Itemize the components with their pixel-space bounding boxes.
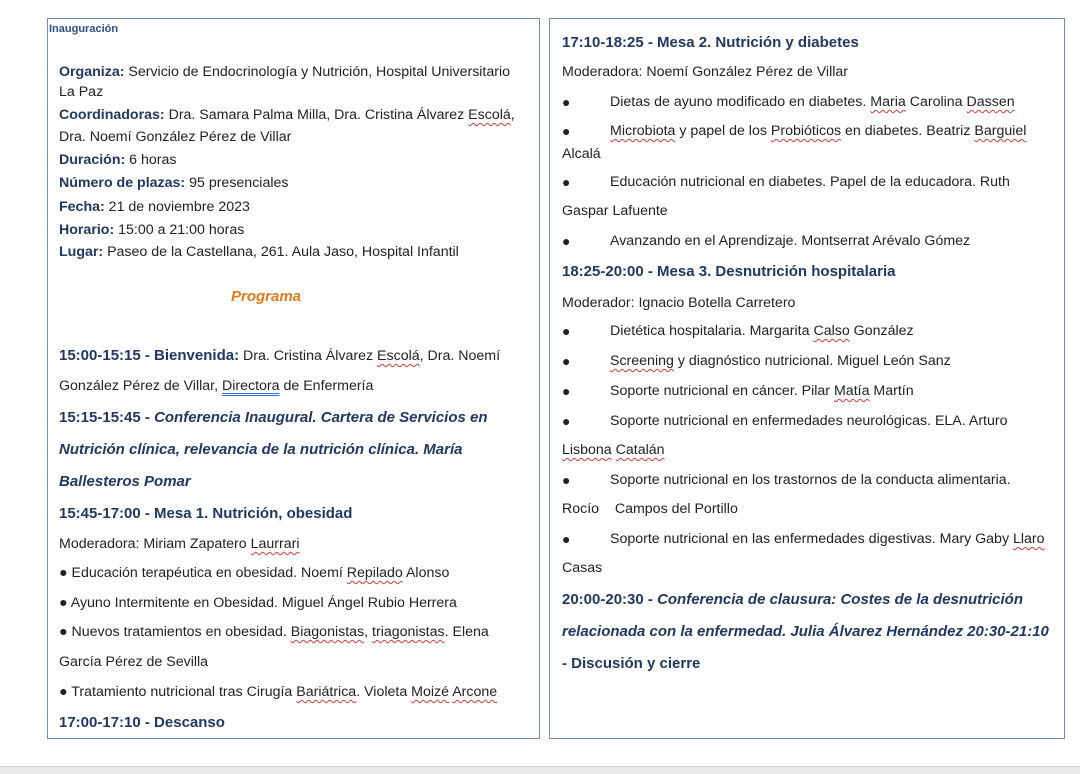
- organiza-line: [59, 63, 510, 81]
- bienvenida-directora: Directora: [221, 378, 280, 394]
- bullet-icon: ●: [59, 684, 68, 700]
- h1-b: Calso: [813, 323, 850, 339]
- mesa3-item-5-line-2: Rocío Campos del Portillo: [562, 501, 738, 517]
- clausura-title-2: relacionada con la enfermedad. Julia Álvarez Hernández 20:30-21:10: [562, 623, 1049, 640]
- descanso-title: 17:00-17:10 - Descanso: [59, 714, 225, 731]
- bullet-icon: ●: [562, 531, 571, 547]
- organiza-label: Organiza:: [59, 64, 125, 80]
- coordinadoras-line: [59, 106, 515, 124]
- mesa3-item-6: [610, 530, 1045, 548]
- lugar-label: Lugar:: [59, 244, 104, 260]
- item1-c: Alonso: [402, 565, 450, 581]
- bienvenida-line: [59, 346, 500, 365]
- lugar-line: [59, 243, 459, 261]
- clausura-time: 20:00-20:30 -: [562, 591, 658, 608]
- item3-b: Biagonistas: [290, 624, 365, 640]
- mesa3-item-6-line-2: Casas: [562, 560, 603, 576]
- duracion-label: Duración:: [59, 152, 126, 168]
- coordinadoras-escola: Escolá: [468, 107, 511, 123]
- conferencia-time: 15:15-15:45 -: [59, 409, 155, 426]
- d2-a: Microbiota: [610, 123, 676, 139]
- item1-b: Repilado: [346, 565, 403, 581]
- item2-text: Ayuno Intermitente en Obesidad. Miguel Ángel Rubio Herrera: [67, 595, 457, 611]
- bullet-icon: ●: [562, 174, 571, 190]
- conferencia-title-3: Ballesteros Pomar: [59, 473, 191, 490]
- clausura-title-3: - Discusión y cierre: [562, 655, 701, 672]
- h6-a: Soporte nutricional en las enfermedades digestivas. Mary Gaby: [610, 531, 1013, 547]
- coordinadoras-value: Dra. Samara Palma Milla, Dra. Cristina Álvarez: [164, 107, 469, 123]
- mesa1-mod-b: Laurrari: [250, 536, 300, 552]
- plazas-label: Número de plazas:: [59, 175, 186, 191]
- horario-value: 15:00 a 21:00 horas: [114, 222, 245, 238]
- programa-heading: Programa: [231, 288, 302, 305]
- organiza-line-2: La Paz: [59, 84, 104, 100]
- clausura-title-1: Conferencia de clausura: Costes de la desnutrición: [657, 591, 1023, 608]
- bullet-icon: ●: [59, 624, 68, 640]
- horario-label: Horario:: [59, 222, 115, 238]
- h3-a: Soporte nutricional en cáncer. Pilar: [610, 383, 834, 399]
- horario-line: [59, 221, 244, 239]
- bullet-icon: ●: [562, 383, 571, 399]
- conferencia-title-2: Nutrición clínica, relevancia de la nutrición clínica. María: [59, 441, 463, 458]
- bullet-icon: ●: [562, 413, 571, 429]
- h1-c: González: [849, 323, 914, 339]
- h3-c: Martín: [869, 383, 914, 399]
- item4-c: . Violeta: [356, 684, 412, 700]
- plazas-line: [59, 174, 288, 192]
- d2-d: en diabetes. Beatriz: [841, 123, 975, 139]
- bienvenida-line2-c: de Enfermería: [279, 378, 374, 394]
- d1-a: Dietas de ayuno modificado en diabetes.: [610, 94, 871, 110]
- d2-b: y papel de los: [675, 123, 771, 139]
- item3-d: triagonistas: [372, 624, 445, 640]
- mesa1-item-3: [59, 623, 489, 641]
- clausura-line-1: [562, 590, 1023, 609]
- d1-b: Maria: [870, 94, 906, 110]
- bullet-icon: ●: [562, 123, 571, 139]
- mesa2-item-3: Educación nutricional en diabetes. Papel de la educadora. Ruth: [610, 174, 1010, 190]
- bullet-icon: ●: [562, 233, 571, 249]
- item4-d: Moizé: [411, 684, 450, 700]
- h6-b: Llaro: [1012, 531, 1045, 547]
- bullet-icon: ●: [562, 472, 571, 488]
- mesa3-item-5: Soporte nutricional en los trastornos de la conducta alimentaria.: [610, 472, 1011, 488]
- d2-c: Probióticos: [770, 123, 842, 139]
- bullet-icon: ●: [562, 353, 571, 369]
- mesa1-item-2: [59, 594, 457, 612]
- h2-b: y diagnóstico nutricional. Miguel León Sanz: [673, 353, 951, 369]
- mesa1-item-1: [59, 564, 449, 582]
- h3-b: Matía: [833, 383, 870, 399]
- mesa2-item-2: [610, 122, 1026, 140]
- bienvenida-line2-a: González Pérez de Villar,: [59, 378, 222, 394]
- item3-e: . Elena: [444, 624, 489, 640]
- fecha-label: Fecha:: [59, 199, 105, 215]
- h2-a: Screening: [610, 353, 674, 369]
- h1-a: Dietética hospitalaria. Margarita: [610, 323, 814, 339]
- mesa3-title: 18:25-20:00 - Mesa 3. Desnutrición hospitalaria: [562, 263, 896, 280]
- mesa2-item-1: [610, 93, 1015, 111]
- fecha-line: [59, 198, 250, 216]
- d2-e: Barguiel: [974, 123, 1027, 139]
- d1-c: Carolina: [905, 94, 967, 110]
- organiza-value: Servicio de Endocrinología y Nutrición, Hospital Universitario: [124, 64, 511, 80]
- plazas-value: 95 presenciales: [185, 175, 289, 191]
- bienvenida-text-c: , Dra. Noemí: [419, 348, 501, 364]
- mesa2-item-4: Avanzando en el Aprendizaje. Montserrat Arévalo Gómez: [610, 233, 971, 249]
- h4-l2-c: Catalán: [615, 442, 665, 458]
- mesa2-moderadora: Moderadora: Noemí González Pérez de Villar: [562, 64, 848, 80]
- item4-f: Arcone: [452, 684, 498, 700]
- mesa1-moderadora: [59, 535, 300, 553]
- mesa3-item-3: [610, 382, 914, 400]
- d1-d: Dassen: [966, 94, 1015, 110]
- coordinadoras-line-2: Dra. Noemí González Pérez de Villar: [59, 129, 292, 145]
- coordinadoras-comma: ,: [510, 107, 515, 123]
- bienvenida-text-a: Dra. Cristina Álvarez: [239, 348, 378, 364]
- bienvenida-escola: Escolá: [377, 348, 420, 364]
- bullet-icon: ●: [59, 565, 68, 581]
- bullet-icon: ●: [59, 595, 68, 611]
- mesa2-item-3-line-2: Gaspar Lafuente: [562, 203, 668, 219]
- mesa3-item-2: [610, 352, 951, 370]
- item4-a: Tratamiento nutricional tras Cirugía: [67, 684, 297, 700]
- mesa2-title: 17:10-18:25 - Mesa 2. Nutrición y diabetes: [562, 34, 859, 51]
- h4-l2-a: Lisbona: [562, 442, 612, 458]
- section-title: Inauguración: [49, 23, 119, 35]
- bullet-icon: ●: [562, 323, 571, 339]
- bienvenida-line-2: [59, 377, 373, 395]
- mesa3-item-4-line-2: [562, 441, 665, 459]
- mesa2-item-2-line-2: Alcalá: [562, 146, 601, 162]
- item4-b: Bariátrica: [296, 684, 357, 700]
- conferencia-title-1: Conferencia Inaugural. Cartera de Servicios en: [154, 409, 488, 426]
- coordinadoras-label: Coordinadoras:: [59, 107, 165, 123]
- mesa3-moderador: Moderador: Ignacio Botella Carretero: [562, 295, 796, 311]
- mesa1-item-3-line-2: García Pérez de Sevilla: [59, 654, 209, 670]
- mesa3-item-4: Soporte nutricional en enfermedades neurológicas. ELA. Arturo: [610, 413, 1008, 429]
- mesa1-title: 15:45-17:00 - Mesa 1. Nutrición, obesidad: [59, 505, 353, 522]
- item3-a: Nuevos tratamientos en obesidad.: [67, 624, 291, 640]
- lugar-value: Paseo de la Castellana, 261. Aula Jaso, Hospital Infantil: [103, 244, 459, 260]
- mesa1-mod-a: Moderadora: Miriam Zapatero: [59, 536, 251, 552]
- mesa3-item-1: [610, 322, 914, 340]
- item1-a: Educación terapéutica en obesidad. Noemí: [67, 565, 347, 581]
- mesa1-item-4: [59, 683, 497, 701]
- bullet-icon: ●: [562, 94, 571, 110]
- conferencia-inaugural-line: [59, 408, 488, 427]
- duracion-line: [59, 151, 176, 169]
- item3-c: ,: [364, 624, 373, 640]
- fecha-value: 21 de noviembre 2023: [104, 199, 250, 215]
- duracion-value: 6 horas: [125, 152, 177, 168]
- bienvenida-time: 15:00-15:15 - Bienvenida:: [59, 347, 240, 364]
